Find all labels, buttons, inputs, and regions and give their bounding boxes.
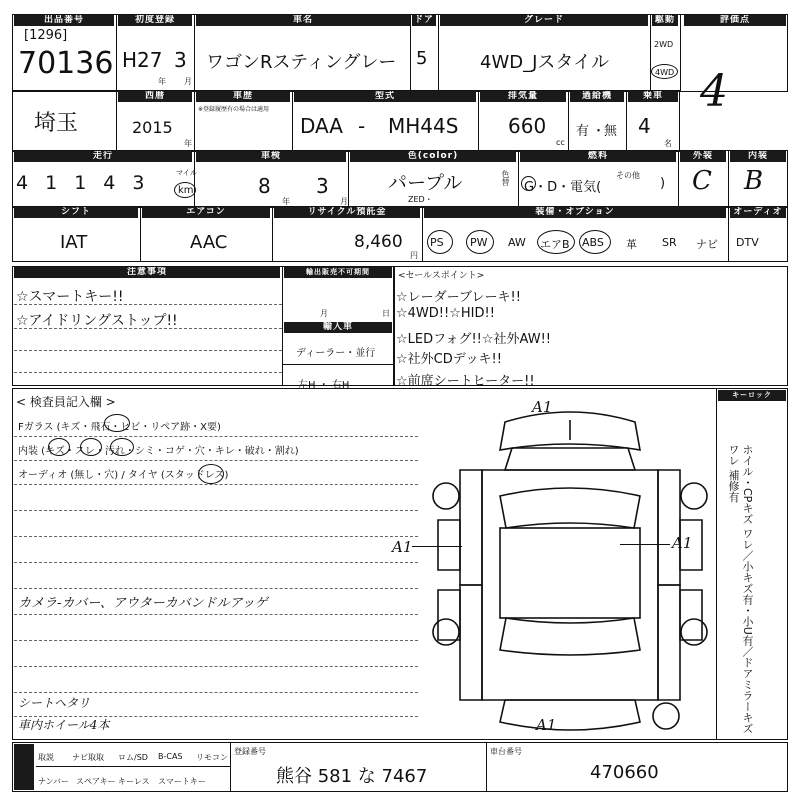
fuel-options: G・D・電気(	[524, 180, 602, 195]
period-header: 輸出販売不可期間	[284, 267, 392, 278]
seats-value: 4	[638, 114, 651, 138]
bottom-tag	[14, 744, 34, 790]
mark-circle	[110, 438, 134, 456]
notes-header: 注意事項	[14, 267, 280, 278]
doors-value: 5	[416, 48, 428, 69]
inspector-audio-tire: オーディオ (無し・穴) / タイヤ (スタッドレス)	[18, 470, 229, 481]
history-note: ※登録履歴有の場合は適用	[198, 106, 270, 113]
model-code-header: 型式	[294, 91, 476, 102]
color-name: パープル	[388, 172, 463, 194]
mark-rear: A1	[536, 716, 557, 734]
first-reg-nen: 年	[158, 77, 166, 86]
seats-header: 乗車	[628, 91, 678, 102]
equip-abs: ABS	[582, 236, 604, 249]
seats-unit: 名	[664, 139, 672, 148]
sales-frame	[394, 266, 788, 386]
mark-circle	[198, 464, 224, 484]
fuel-g-circle	[521, 176, 536, 191]
rating-value: 4	[700, 66, 728, 117]
year-unit: 年	[184, 139, 192, 148]
model-name-header: 車名	[196, 15, 410, 26]
sales-item: ☆LEDフォグ!!☆社外AW!!	[396, 332, 552, 347]
equip-leather: 革	[626, 238, 637, 251]
inspection-header: 車検	[196, 151, 346, 162]
aircon-header: エアコン	[142, 207, 270, 218]
inspector-hand-note: カメラ-カバー、アウターカバンドルアッゲ	[18, 596, 268, 611]
inspection-year: 8	[258, 174, 271, 198]
fuel-other: その他	[616, 171, 640, 180]
int-header: 内装	[730, 151, 786, 162]
shift-value: IAT	[60, 232, 88, 253]
displacement-value: 660	[508, 114, 547, 138]
mark-circle	[104, 414, 130, 432]
color-code: ZED・	[408, 195, 433, 204]
drive-4wd-circle	[651, 64, 678, 79]
mark-circle	[80, 438, 102, 456]
chassis-value: 470660	[590, 762, 659, 783]
mileage-unit-top: マイル	[176, 169, 197, 177]
displacement-unit: cc	[556, 138, 565, 147]
equip-pw: PW	[470, 236, 488, 249]
history-header: 車歴	[196, 91, 290, 102]
recycle-unit: 円	[410, 251, 418, 260]
check-item: スマートキー	[158, 777, 206, 786]
model-code-dash: -	[358, 114, 366, 138]
car-diagram	[420, 400, 720, 740]
check-item: キーレス	[118, 777, 150, 786]
turbo-no: 無	[604, 124, 618, 139]
equip-aw: AW	[508, 236, 526, 249]
lot-number: 70136	[18, 46, 114, 81]
mileage-unit-circle	[174, 182, 196, 198]
first-reg-era: H27	[122, 48, 163, 72]
import-dealer: ディーラー・並行	[296, 348, 376, 359]
grade-value: 4WD_Jスタイル	[480, 52, 610, 73]
sales-header: <セールスポイント>	[398, 271, 485, 281]
rating-header: 評価点	[684, 15, 786, 26]
equip-abs-circle	[579, 230, 611, 254]
sales-item: ☆社外CDデッキ!!	[396, 352, 502, 367]
check-item: 取説	[38, 753, 54, 762]
inspector-interior: 内装 (キズ・スレ・汚れ・シミ・コゲ・穴・キレ・破れ・割れ)	[18, 446, 299, 457]
fuel-close: )	[660, 176, 666, 191]
inspector-hand-note: 車内ホイール4本	[18, 718, 110, 732]
equip-airbag-circle	[537, 230, 575, 254]
mileage-digit: 1	[45, 172, 75, 194]
period-day: 日	[382, 309, 390, 318]
inspector-glass: Fガラス (キズ・飛石・ヒビ・リペア跡・X要)	[18, 422, 221, 433]
recycle-value: 8,460	[354, 232, 403, 252]
check-item: スペアキー	[76, 777, 116, 786]
grade-header: グレード	[440, 15, 648, 26]
chassis-label: 車台番号	[490, 747, 522, 756]
mark-front: A1	[532, 398, 553, 416]
first-reg-tsuki: 月	[184, 77, 192, 86]
keylock-header: キーロック	[718, 390, 786, 401]
model-code-prefix: DAA	[300, 114, 343, 138]
fuel-header: 燃料	[520, 151, 676, 162]
drive-4wd: 4WD	[655, 68, 675, 77]
equip-ps: PS	[430, 236, 444, 249]
note-item: ☆スマートキー!!	[16, 289, 124, 305]
ext-header: 外装	[680, 151, 726, 162]
period-month: 月	[320, 309, 328, 318]
year-header: 西暦	[118, 91, 192, 102]
int-grade: B	[744, 166, 764, 196]
mileage-digits	[16, 172, 161, 194]
model-name: ワゴンRスティングレー	[206, 52, 397, 73]
color-header: 色(color)	[350, 151, 516, 162]
equip-pw-circle	[466, 230, 494, 254]
first-reg-header: 初度登録	[118, 15, 192, 26]
inspection-tsuki: 月	[340, 197, 348, 206]
equip-sr: SR	[662, 236, 677, 249]
check-item: ロム/SD	[118, 753, 148, 762]
mark-right: A1	[672, 534, 693, 552]
year-value: 2015	[132, 118, 173, 137]
turbo-sep: ・	[592, 124, 606, 139]
first-reg-month: 3	[174, 48, 187, 72]
equip-airbag: エアB	[540, 238, 570, 251]
lot-code: [1296]	[24, 28, 68, 43]
side-vertical-text: ホイル・CPキズ ワレ／小キズ有・小U有／ドアミラーキズ ワレ 補修有	[727, 444, 754, 734]
note-item: ☆アイドリングストップ!!	[16, 313, 178, 329]
mileage-digit: 4	[16, 172, 46, 194]
aircon-value: AAC	[190, 232, 228, 253]
sales-item: ☆前席シートヒーター!!	[396, 374, 535, 389]
check-item: B-CAS	[158, 752, 183, 761]
shift-header: シフト	[14, 207, 138, 218]
mileage-digit: 1	[74, 172, 104, 194]
equip-header: 装備・オプション	[424, 207, 726, 218]
mileage-digit: 3	[132, 172, 162, 194]
import-header: 輸入車	[284, 322, 392, 333]
inspector-hand-note: シートヘタリ	[18, 696, 91, 710]
inspection-nen: 年	[282, 197, 290, 206]
turbo-yes: 有	[576, 124, 590, 139]
color-side-label: 色替	[501, 170, 510, 186]
drive-2wd: 2WD	[654, 40, 674, 49]
turbo-header: 過給機	[570, 91, 624, 102]
sales-item: ☆4WD!!☆HID!!	[396, 306, 495, 321]
check-item: ナンバー	[38, 777, 70, 786]
mark-circle	[48, 438, 70, 456]
plate-value: 熊谷 581 な 7467	[276, 766, 428, 787]
mileage-unit: km	[178, 185, 194, 196]
drive-header: 駆動	[652, 15, 678, 26]
equip-navi: ナビ	[696, 238, 718, 251]
plate-label: 登録番号	[234, 747, 266, 756]
recycle-header: リサイクル預託金	[274, 207, 420, 218]
model-code: MH44S	[388, 114, 459, 138]
audio-header: オーディオ	[730, 207, 786, 218]
area-value: 埼玉	[34, 111, 79, 136]
sales-item: ☆レーダーブレーキ!!	[396, 290, 521, 305]
check-item: ナビ取取	[72, 753, 104, 762]
check-item: リモコン	[196, 753, 228, 762]
lot-header: 出品番号	[14, 15, 114, 26]
import-steering: 左H ・ 右H	[298, 380, 350, 391]
inspection-month: 3	[316, 174, 329, 198]
mileage-digit: 4	[103, 172, 133, 194]
mileage-header: 走行	[14, 151, 192, 162]
displacement-header: 排気量	[480, 91, 566, 102]
mark-left: A1	[392, 538, 413, 556]
equip-ps-circle	[427, 230, 453, 254]
ext-grade: C	[692, 166, 712, 196]
equip-dtv: DTV	[736, 236, 759, 249]
inspector-title: < 検査員記入欄 >	[16, 395, 116, 409]
doors-header: ドア	[412, 15, 436, 26]
